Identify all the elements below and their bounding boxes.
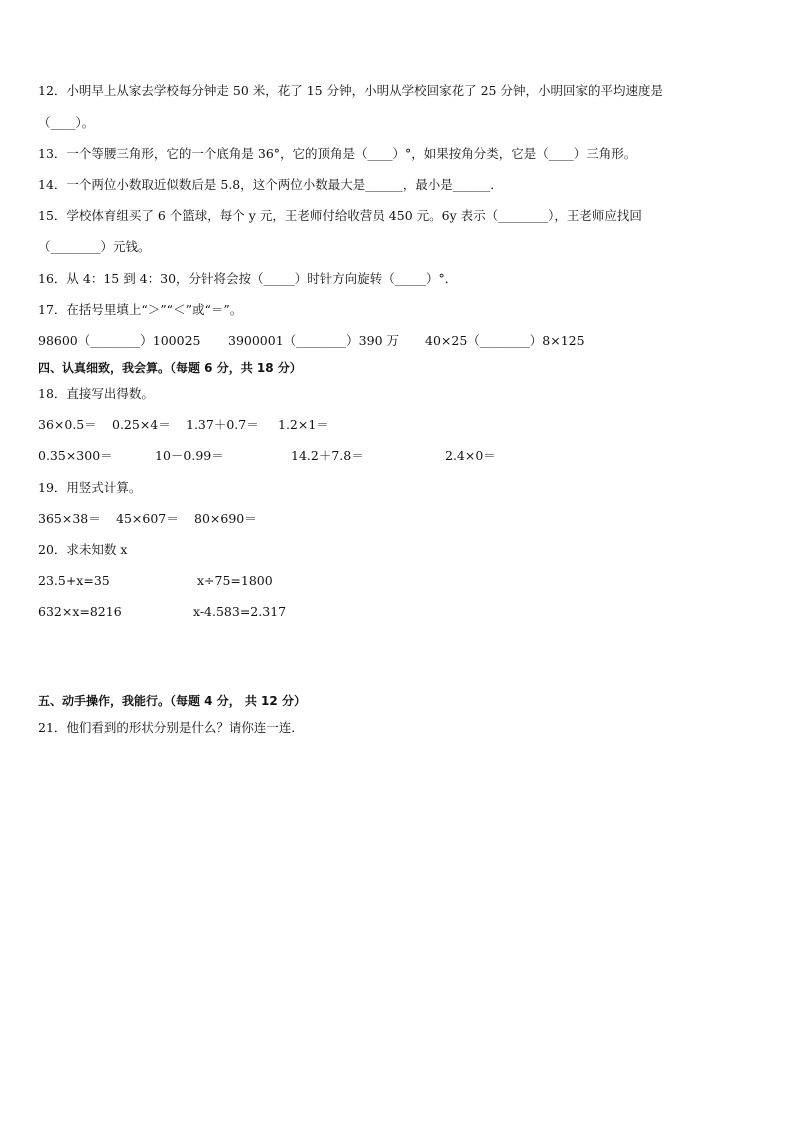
q20: 20．求未知数 x — [38, 542, 128, 557]
section-5-heading: 五、动手操作，我能行。（每题 4 分， 共 12 分） — [38, 694, 306, 708]
q18-item-4: 1.2×1＝ — [278, 417, 329, 432]
q19-item-2: 45×607＝ — [116, 511, 179, 526]
q18: 18．直接写出得数。 — [38, 386, 154, 401]
q15-line1: 15．学校体育组买了 6 个篮球，每个 y 元，王老师付给收营员 450 元。6y 表示（________），王老师应找回 — [38, 208, 642, 223]
q18-item-5: 0.35×300＝ — [38, 448, 113, 463]
q19-item-3: 80×690＝ — [194, 511, 257, 526]
q20-item-4: x-4.583=2.317 — [193, 604, 287, 619]
q17: 17．在括号里填上“＞”“＜”或“＝”。 — [38, 302, 243, 317]
q20-item-3: 632×x=8216 — [38, 604, 122, 619]
q18-item-6: 10－0.99＝ — [155, 448, 224, 463]
q20-item-1: 23.5+x=35 — [38, 573, 110, 588]
q16: 16．从 4：15 到 4：30，分针将会按（_____）时针方向旋转（_____）°． — [38, 271, 458, 286]
q18-item-3: 1.37＋0.7＝ — [186, 417, 259, 432]
q18-item-8: 2.4×0＝ — [445, 448, 496, 463]
q17-item-3: 40×25（________）8×125 — [425, 333, 585, 348]
q18-item-2: 0.25×4＝ — [112, 417, 171, 432]
q19: 19．用竖式计算。 — [38, 480, 142, 495]
section-4-heading: 四、认真细致，我会算。（每题 6 分，共 18 分） — [38, 361, 302, 375]
q21: 21．他们看到的形状分别是什么？请你连一连． — [38, 720, 304, 735]
q12-line2: （____）。 — [38, 115, 95, 130]
q18-item-7: 14.2＋7.8＝ — [291, 448, 364, 463]
q17-item-1: 98600（________）100025 — [38, 333, 201, 348]
q12-line1: 12．小明早上从家去学校每分钟走 50 米，花了 15 分钟，小明从学校回家花了 25 分钟，小明回家的平均速度是 — [38, 83, 663, 98]
q20-item-2: x÷75=1800 — [197, 573, 273, 588]
q18-item-1: 36×0.5＝ — [38, 417, 97, 432]
q14: 14．一个两位小数取近似数后是 5.8，这个两位小数最大是______，最小是______． — [38, 177, 503, 192]
q15-line2: （________）元钱。 — [38, 239, 151, 254]
q13: 13．一个等腰三角形，它的一个底角是 36°，它的顶角是（____）°，如果按角分类，它是（____）三角形。 — [38, 146, 637, 161]
q19-item-1: 365×38＝ — [38, 511, 101, 526]
q17-item-2: 3900001（________）390 万 — [228, 333, 400, 348]
